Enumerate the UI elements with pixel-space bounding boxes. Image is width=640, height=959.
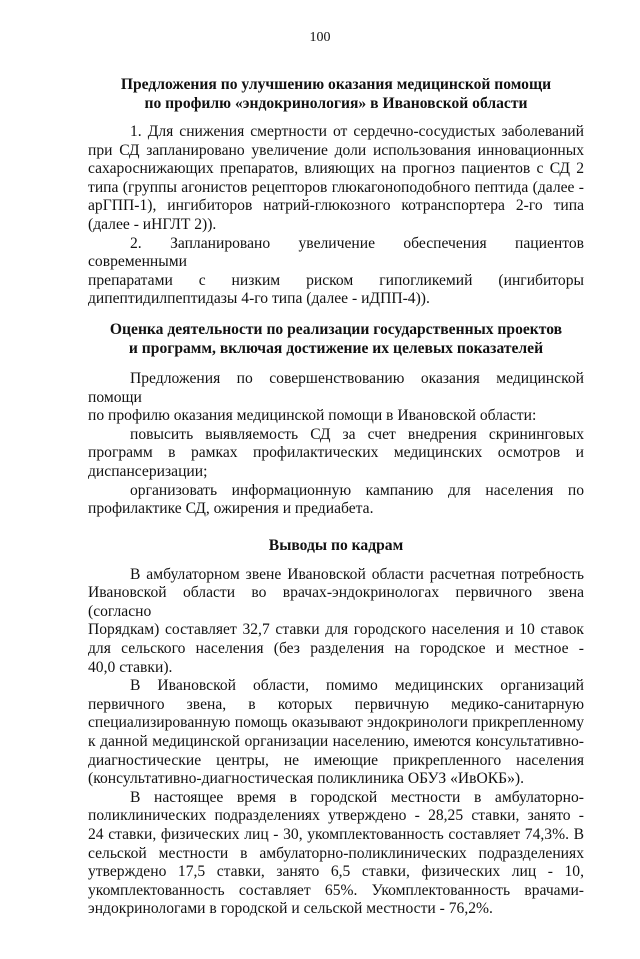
paragraph-line: поликлинических подразделениях утверждено - 28,25 ставки, занято - — [88, 807, 584, 825]
heading-line: Оценка деятельности по реализации государственных проектов — [109, 320, 563, 338]
paragraph — [88, 482, 584, 519]
paragraph-line: к данной медицинской организации населению, имеются консультативно- — [88, 733, 584, 751]
paragraph-line: препаратами с низким риском гипогликемий (ингибиторы — [88, 271, 584, 289]
page-number: 100 — [309, 30, 331, 45]
paragraph-line: сельской местности в амбулаторно-поликлинических подразделениях — [88, 844, 584, 862]
paragraph-line: дипептидилпептидазы 4-го типа (далее - иДПП-4)). — [88, 290, 430, 308]
paragraph-line: (далее - иНГЛТ 2)). — [88, 215, 217, 233]
section-heading-1 — [88, 75, 584, 113]
paragraph — [88, 370, 584, 426]
paragraph-line: сахароснижающих препаратов, влияющих на прогноз пациентов с СД 2 — [88, 160, 584, 178]
paragraph-line: организовать информационную кампанию для населения по — [130, 481, 584, 499]
section-body-3 — [88, 566, 584, 919]
paragraph-line: В амбулаторном звене Ивановской области расчетная потребность — [130, 565, 584, 583]
paragraph-line: укомплектованность составляет 65%. Укомплектованность врачами- — [88, 881, 584, 899]
heading-line: по профилю «эндокринология» в Ивановской области — [144, 95, 528, 112]
paragraph-line: В настоящее время в городской местности в амбулаторно- — [130, 788, 584, 806]
paragraph-line: Предложения по совершенствованию оказания медицинской помощи — [88, 369, 584, 406]
paragraph-line: утверждено 17,5 ставки, занято 6,5 ставки, физических лиц - 10, — [88, 863, 584, 881]
heading-line: и программ, включая достижение их целевых показателей — [128, 339, 544, 357]
heading-line: Выводы по кадрам — [268, 536, 404, 554]
paragraph — [88, 677, 584, 789]
paragraph — [88, 426, 584, 482]
section-body-1 — [88, 123, 584, 309]
heading-line: Предложения по улучшению оказания медицинской помощи — [120, 76, 552, 93]
paragraph-line: (консультативно-диагностическая поликлиника ОБУЗ «ИвОКБ»). — [88, 770, 524, 788]
paragraph-line: для сельского населения (без разделения на городское и местное - — [88, 640, 584, 658]
paragraph-line: диагностические центры, не имеющие прикрепленного населения — [88, 751, 584, 769]
paragraph — [88, 566, 584, 678]
paragraph-line: эндокринологами в городской и сельской местности - 76,2%. — [88, 900, 493, 918]
paragraph — [88, 235, 584, 309]
paragraph-line: Порядкам) составляет 32,7 ставки для городского населения и 10 ставок — [88, 621, 584, 639]
paragraph-line: типа (группы агонистов рецепторов глюкагоноподобного пептида (далее - — [88, 178, 584, 196]
paragraph-line: 24 ставки, физических лиц - 30, укомплектованность составляет 74,3%. В — [88, 826, 584, 843]
paragraph-line: 2. Запланировано увеличение обеспечения пациентов современными — [88, 234, 584, 271]
paragraph — [88, 123, 584, 235]
paragraph-line: повысить выявляемость СД за счет внедрения скрининговых — [130, 425, 584, 443]
paragraph-line: специализированную помощь оказывают эндокринологи прикрепленному — [88, 714, 584, 732]
paragraph — [88, 789, 584, 919]
section-heading-2 — [88, 320, 584, 358]
paragraph-line: программ в рамках профилактических медицинских осмотров и — [88, 444, 584, 462]
paragraph-line: арГПП-1), ингибиторов натрий-глюкозного котранспортера 2-го типа — [88, 197, 584, 215]
paragraph-line: при СД запланировано увеличение доли использования инновационных — [88, 141, 584, 159]
paragraph-line: диспансеризации; — [88, 462, 208, 480]
paragraph-line: по профилю оказания медицинской помощи в Ивановской области: — [88, 407, 537, 425]
paragraph-line: профилактике СД, ожирения и предиабета. — [88, 500, 374, 518]
paragraph-line: 1. Для снижения смертности от сердечно-сосудистых заболеваний — [130, 123, 584, 140]
section-body-2 — [88, 370, 584, 519]
paragraph-line: 40,0 ставки). — [88, 658, 173, 676]
section-heading-3 — [88, 536, 584, 555]
paragraph-line: В Ивановской области, помимо медицинских организаций — [130, 677, 584, 695]
paragraph-line: первичного звена, в которых первичную медико-санитарную — [88, 695, 584, 713]
paragraph-line: Ивановской области во врачах-эндокринологах первичного звена (согласно — [88, 584, 584, 620]
